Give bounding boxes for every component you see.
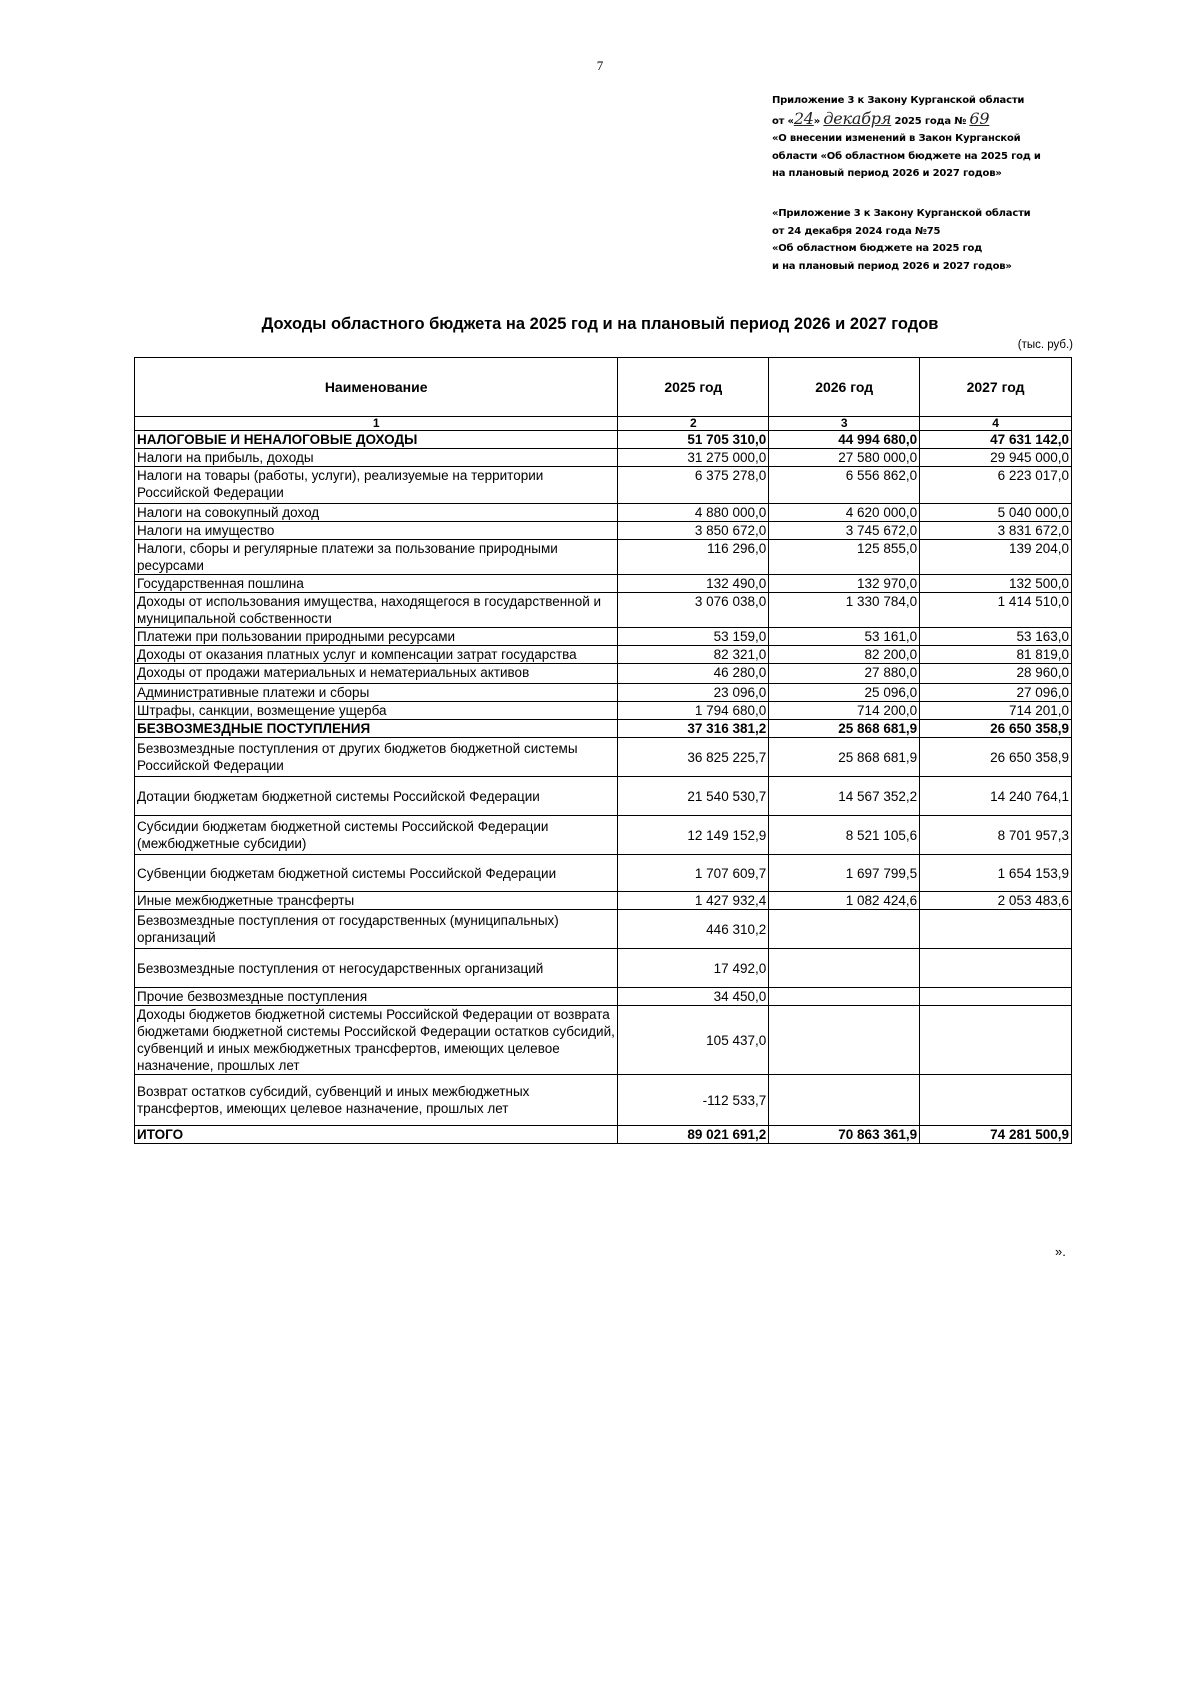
value-2025: 31 275 000,0 — [618, 449, 769, 467]
row-name: Безвозмездные поступления от других бюджетов бюджетной системы Российской Федерации — [135, 738, 618, 777]
value-2025: -112 533,7 — [618, 1075, 769, 1126]
row-name: Дотации бюджетам бюджетной системы Российской Федерации — [135, 777, 618, 816]
row-name: ИТОГО — [135, 1126, 618, 1144]
table-row — [135, 855, 1072, 892]
value-2025: 34 450,0 — [618, 988, 769, 1006]
value-2025: 21 540 530,7 — [618, 777, 769, 816]
table-row — [135, 593, 1072, 628]
row-name: Платежи при пользовании природными ресурсами — [135, 628, 618, 646]
value-2026: 6 556 862,0 — [769, 467, 920, 504]
table-row — [135, 504, 1072, 522]
value-2027 — [920, 949, 1072, 988]
header-name: Наименование — [135, 358, 618, 417]
value-2026: 25 868 681,9 — [769, 720, 920, 738]
row-name: Штрафы, санкции, возмещение ущерба — [135, 702, 618, 720]
row-name: Субсидии бюджетам бюджетной системы Российской Федерации (межбюджетные субсидии) — [135, 816, 618, 855]
appendix-line: области «Об областном бюджете на 2025 год и — [772, 150, 1041, 162]
value-2027: 27 096,0 — [920, 684, 1072, 702]
value-2027: 1 654 153,9 — [920, 855, 1072, 892]
value-2027 — [920, 1075, 1072, 1126]
value-2025: 3 076 038,0 — [618, 593, 769, 628]
value-2026 — [769, 988, 920, 1006]
table-row — [135, 702, 1072, 720]
header-2026: 2026 год — [769, 358, 920, 417]
row-name: Доходы от использования имущества, находящегося в государственной и муниципальной собственности — [135, 593, 618, 628]
value-2026: 132 970,0 — [769, 575, 920, 593]
column-number-row — [135, 417, 1072, 431]
value-2026: 3 745 672,0 — [769, 522, 920, 540]
date-sep: » — [813, 115, 824, 127]
units-label: (тыс. руб.) — [1017, 339, 1073, 351]
value-2025: 53 159,0 — [618, 628, 769, 646]
row-name: Безвозмездные поступления от государственных (муниципальных) организаций — [135, 910, 618, 949]
closing-quote-mark: ». — [1055, 1244, 1066, 1259]
appendix-line: «О внесении изменений в Закон Курганской — [772, 133, 1021, 144]
appendix-line: от 24 декабря 2024 года №75 — [772, 225, 941, 237]
value-2027: 14 240 764,1 — [920, 777, 1072, 816]
date-year: 2025 года № — [891, 115, 970, 127]
value-2026: 44 994 680,0 — [769, 431, 920, 449]
value-2026: 4 620 000,0 — [769, 504, 920, 522]
header-row — [135, 358, 1072, 417]
value-2026 — [769, 1006, 920, 1075]
value-2025: 105 437,0 — [618, 1006, 769, 1075]
value-2026: 8 521 105,6 — [769, 816, 920, 855]
value-2026 — [769, 949, 920, 988]
value-2026: 25 096,0 — [769, 684, 920, 702]
table-row — [135, 777, 1072, 816]
appendix-line: на плановый период 2026 и 2027 годов» — [772, 168, 1002, 179]
table-row — [135, 575, 1072, 593]
column-number: 3 — [769, 417, 920, 431]
value-2025: 1 427 932,4 — [618, 892, 769, 910]
table-row — [135, 684, 1072, 702]
value-2027: 74 281 500,9 — [920, 1126, 1072, 1144]
appendix-current-note — [772, 92, 1072, 183]
table-row — [135, 1075, 1072, 1126]
value-2025: 36 825 225,7 — [618, 738, 769, 777]
value-2027: 29 945 000,0 — [920, 449, 1072, 467]
value-2026: 125 855,0 — [769, 540, 920, 575]
value-2027: 26 650 358,9 — [920, 738, 1072, 777]
value-2027: 6 223 017,0 — [920, 467, 1072, 504]
value-2025: 12 149 152,9 — [618, 816, 769, 855]
value-2026 — [769, 1075, 920, 1126]
row-name: Прочие безвозмездные поступления — [135, 988, 618, 1006]
row-name: Налоги, сборы и регулярные платежи за пользование природными ресурсами — [135, 540, 618, 575]
value-2027: 139 204,0 — [920, 540, 1072, 575]
value-2027: 1 414 510,0 — [920, 593, 1072, 628]
value-2027: 2 053 483,6 — [920, 892, 1072, 910]
value-2027: 47 631 142,0 — [920, 431, 1072, 449]
row-name: Доходы бюджетов бюджетной системы Российской Федерации от возврата бюджетами бюджетной системы Российской Федерации остатков субсидий, субвенций и иных межбюджетных трансфертов, имеющих целевое назначение, прошлых лет — [135, 1006, 618, 1075]
document-title: Доходы областного бюджета на 2025 год и на плановый период 2026 и 2027 годов — [261, 315, 939, 333]
appendix-original-note — [772, 205, 1072, 275]
value-2025: 446 310,2 — [618, 910, 769, 949]
table-row — [135, 664, 1072, 684]
value-2025: 46 280,0 — [618, 664, 769, 684]
appendix-date-line — [772, 110, 1072, 131]
value-2027: 53 163,0 — [920, 628, 1072, 646]
value-2025: 4 880 000,0 — [618, 504, 769, 522]
appendix-line: «Приложение 3 к Закону Курганской области — [772, 208, 1031, 219]
value-2025: 3 850 672,0 — [618, 522, 769, 540]
value-2025: 82 321,0 — [618, 646, 769, 664]
row-name: Субвенции бюджетам бюджетной системы Российской Федерации — [135, 855, 618, 892]
row-name: Налоги на совокупный доход — [135, 504, 618, 522]
row-name: Возврат остатков субсидий, субвенций и иных межбюджетных трансфертов, имеющих целевое назначение, прошлых лет — [135, 1075, 618, 1126]
table-row — [135, 720, 1072, 738]
header-2025: 2025 год — [618, 358, 769, 417]
value-2027: 28 960,0 — [920, 664, 1072, 684]
value-2026: 70 863 361,9 — [769, 1126, 920, 1144]
table-row — [135, 467, 1072, 504]
value-2026: 25 868 681,9 — [769, 738, 920, 777]
table-row — [135, 892, 1072, 910]
table-row — [135, 738, 1072, 777]
handwritten-law-number: 69 — [969, 108, 990, 128]
value-2027: 132 500,0 — [920, 575, 1072, 593]
appendix-line: Приложение 3 к Закону Курганской области — [772, 95, 1025, 106]
value-2026: 53 161,0 — [769, 628, 920, 646]
row-name: Налоги на имущество — [135, 522, 618, 540]
header-2027: 2027 год — [920, 358, 1072, 417]
budget-table — [134, 357, 1072, 1144]
value-2025: 1 707 609,7 — [618, 855, 769, 892]
column-number: 1 — [135, 417, 618, 431]
value-2025: 37 316 381,2 — [618, 720, 769, 738]
table-row — [135, 540, 1072, 575]
row-name: Безвозмездные поступления от негосударственных организаций — [135, 949, 618, 988]
column-number: 4 — [920, 417, 1072, 431]
value-2027: 8 701 957,3 — [920, 816, 1072, 855]
table-row — [135, 628, 1072, 646]
row-name: БЕЗВОЗМЕЗДНЫЕ ПОСТУПЛЕНИЯ — [135, 720, 618, 738]
value-2025: 17 492,0 — [618, 949, 769, 988]
row-name: Доходы от оказания платных услуг и компенсации затрат государства — [135, 646, 618, 664]
value-2027: 714 201,0 — [920, 702, 1072, 720]
value-2027 — [920, 988, 1072, 1006]
value-2027: 3 831 672,0 — [920, 522, 1072, 540]
column-number: 2 — [618, 417, 769, 431]
row-name: Доходы от продажи материальных и нематериальных активов — [135, 664, 618, 684]
value-2025: 132 490,0 — [618, 575, 769, 593]
table-row — [135, 816, 1072, 855]
date-prefix: от « — [772, 115, 794, 127]
row-name: НАЛОГОВЫЕ И НЕНАЛОГОВЫЕ ДОХОДЫ — [135, 431, 618, 449]
value-2026: 1 082 424,6 — [769, 892, 920, 910]
value-2027: 26 650 358,9 — [920, 720, 1072, 738]
row-name: Налоги на прибыль, доходы — [135, 449, 618, 467]
value-2025: 89 021 691,2 — [618, 1126, 769, 1144]
value-2025: 1 794 680,0 — [618, 702, 769, 720]
value-2027 — [920, 910, 1072, 949]
row-name: Административные платежи и сборы — [135, 684, 618, 702]
value-2025: 116 296,0 — [618, 540, 769, 575]
table-row — [135, 1006, 1072, 1075]
row-name: Государственная пошлина — [135, 575, 618, 593]
value-2026: 27 880,0 — [769, 664, 920, 684]
value-2025: 51 705 310,0 — [618, 431, 769, 449]
table-row — [135, 522, 1072, 540]
row-name: Иные межбюджетные трансферты — [135, 892, 618, 910]
table-row — [135, 910, 1072, 949]
table-row — [135, 949, 1072, 988]
value-2027: 5 040 000,0 — [920, 504, 1072, 522]
appendix-line: и на плановый период 2026 и 2027 годов» — [772, 260, 1012, 272]
table-row — [135, 1126, 1072, 1144]
row-name: Налоги на товары (работы, услуги), реализуемые на территории Российской Федерации — [135, 467, 618, 504]
value-2027: 81 819,0 — [920, 646, 1072, 664]
value-2026: 82 200,0 — [769, 646, 920, 664]
table-row — [135, 431, 1072, 449]
table-row — [135, 449, 1072, 467]
value-2026: 1 697 799,5 — [769, 855, 920, 892]
appendix-line: «Об областном бюджете на 2025 год — [772, 243, 983, 254]
value-2026: 14 567 352,2 — [769, 777, 920, 816]
value-2026 — [769, 910, 920, 949]
handwritten-day: 24 — [793, 108, 814, 128]
value-2026: 27 580 000,0 — [769, 449, 920, 467]
value-2027 — [920, 1006, 1072, 1075]
table-row — [135, 646, 1072, 664]
handwritten-month: декабря — [823, 108, 892, 128]
page-number: 7 — [596, 58, 604, 73]
value-2025: 23 096,0 — [618, 684, 769, 702]
value-2026: 1 330 784,0 — [769, 593, 920, 628]
table-row — [135, 988, 1072, 1006]
value-2025: 6 375 278,0 — [618, 467, 769, 504]
value-2026: 714 200,0 — [769, 702, 920, 720]
